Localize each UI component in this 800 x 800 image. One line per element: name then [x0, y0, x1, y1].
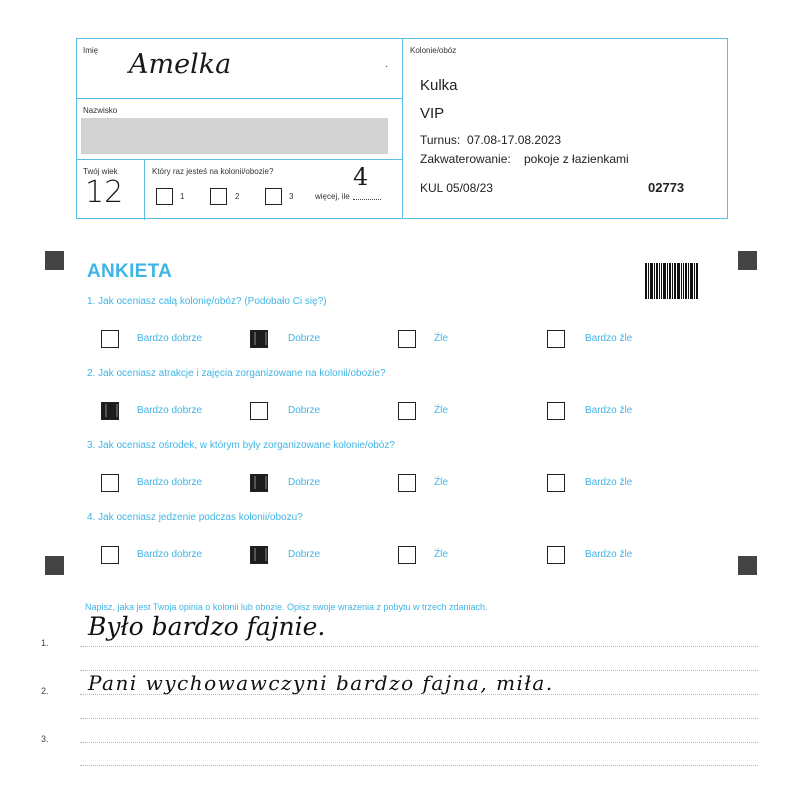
answer-line-1	[80, 646, 758, 647]
answer-text-1[interactable]: Było bardzo fajnie.	[88, 612, 326, 641]
answer-option-label: Bardzo źle	[585, 549, 633, 560]
answer-option-label: Źle	[434, 477, 448, 488]
answer-option-label: Źle	[434, 549, 448, 560]
wiecej-dotted-line	[353, 199, 381, 200]
answer-checkbox[interactable]	[547, 546, 565, 564]
answer-checkbox[interactable]	[101, 330, 119, 348]
header-divider	[402, 39, 403, 218]
zakwaterowanie-label: Zakwaterowanie:	[420, 152, 511, 166]
ktory-raz-checkbox-1[interactable]	[156, 188, 173, 205]
answer-guide-line	[80, 718, 758, 719]
registration-marker	[738, 251, 757, 270]
ktory-raz-option-3: 3	[289, 192, 294, 201]
survey-title: ANKIETA	[87, 261, 173, 282]
answer-checkbox[interactable]	[101, 546, 119, 564]
answer-option-label: Bardzo źle	[585, 333, 633, 344]
line-number-2: 2.	[41, 686, 49, 696]
wiek-label: Twój wiek	[83, 167, 118, 176]
answer-checkbox[interactable]	[398, 330, 416, 348]
registration-marker	[738, 556, 757, 575]
answer-option-label: Dobrze	[288, 405, 321, 416]
ktory-raz-option-2: 2	[235, 192, 240, 201]
ktory-raz-checkbox-3[interactable]	[265, 188, 282, 205]
answer-option-label: Bardzo dobrze	[137, 477, 203, 488]
question-text: 1. Jak oceniasz całą kolonię/obóz? (Podobało Ci się?)	[87, 296, 327, 307]
barcode	[645, 263, 701, 299]
answer-option-label: Źle	[434, 405, 448, 416]
header-divider	[77, 159, 402, 160]
answer-option-label: Dobrze	[288, 477, 321, 488]
registration-marker	[45, 556, 64, 575]
answer-option-label: Bardzo źle	[585, 405, 633, 416]
answer-checkbox[interactable]	[250, 474, 268, 492]
answer-checkbox[interactable]	[398, 546, 416, 564]
kolonie-type: VIP	[420, 105, 445, 122]
wiecej-value[interactable]: 4	[353, 163, 369, 191]
answer-text-2[interactable]: Pani wychowawczyni bardzo fajna, miła.	[88, 671, 554, 695]
wiek-value[interactable]: 12	[85, 175, 124, 210]
answer-option-label: Dobrze	[288, 333, 321, 344]
answer-checkbox[interactable]	[547, 330, 565, 348]
answer-option-label: Źle	[434, 333, 448, 344]
answer-option-label: Bardzo dobrze	[137, 405, 203, 416]
turnus-label: Turnus:	[420, 133, 461, 147]
imie-label: Imię	[83, 46, 99, 55]
ktory-raz-label: Który raz jesteś na kolonii/obozie?	[152, 167, 274, 176]
answer-guide-line	[80, 765, 758, 766]
answer-checkbox[interactable]	[398, 474, 416, 492]
answer-checkbox[interactable]	[101, 474, 119, 492]
registration-marker	[45, 251, 64, 270]
question-text: 4. Jak oceniasz jedzenie podczas kolonii/obozu?	[87, 512, 303, 523]
turnus-code: KUL 05/08/23	[420, 181, 493, 195]
answer-option-label: Bardzo źle	[585, 477, 633, 488]
form-number: 02773	[648, 180, 685, 195]
answer-option-label: Dobrze	[288, 549, 321, 560]
nazwisko-redaction	[81, 118, 388, 154]
answer-option-label: Bardzo dobrze	[137, 549, 203, 560]
line-number-1: 1.	[41, 638, 49, 648]
question-text: 2. Jak oceniasz atrakcje i zajęcia zorganizowane na kolonii/obozie?	[87, 368, 386, 379]
kolonie-label: Kolonie/obóz	[410, 46, 457, 55]
answer-checkbox[interactable]	[547, 402, 565, 420]
line-number-3: 3.	[41, 734, 49, 744]
answer-checkbox[interactable]	[250, 402, 268, 420]
answer-option-label: Bardzo dobrze	[137, 333, 203, 344]
answer-checkbox[interactable]	[547, 474, 565, 492]
opinion-prompt: Napisz, jaka jest Twoja opinia o kolonii lub obozie. Opisz swoje wrażenia z pobytu w trzech zdaniach.	[85, 602, 488, 612]
turnus-value: 07.08-17.08.2023	[467, 133, 562, 147]
header-box	[76, 38, 728, 219]
ktory-raz-option-1: 1	[180, 192, 185, 201]
wiecej-label: więcej, ile	[315, 192, 350, 201]
header-divider	[77, 98, 402, 99]
answer-checkbox[interactable]	[398, 402, 416, 420]
nazwisko-label: Nazwisko	[83, 106, 118, 115]
stray-dot: ·	[385, 61, 389, 72]
imie-value[interactable]: Amelka	[129, 49, 232, 80]
answer-line-3	[80, 742, 758, 743]
answer-checkbox[interactable]	[250, 546, 268, 564]
header-divider	[144, 159, 145, 220]
ktory-raz-checkbox-2[interactable]	[210, 188, 227, 205]
answer-checkbox[interactable]	[250, 330, 268, 348]
question-text: 3. Jak oceniasz ośrodek, w którym były zorganizowane kolonie/obóz?	[87, 440, 395, 451]
answer-checkbox[interactable]	[101, 402, 119, 420]
zakwaterowanie-value: pokoje z łazienkami	[524, 152, 629, 166]
kolonie-name: Kulka	[420, 77, 458, 94]
